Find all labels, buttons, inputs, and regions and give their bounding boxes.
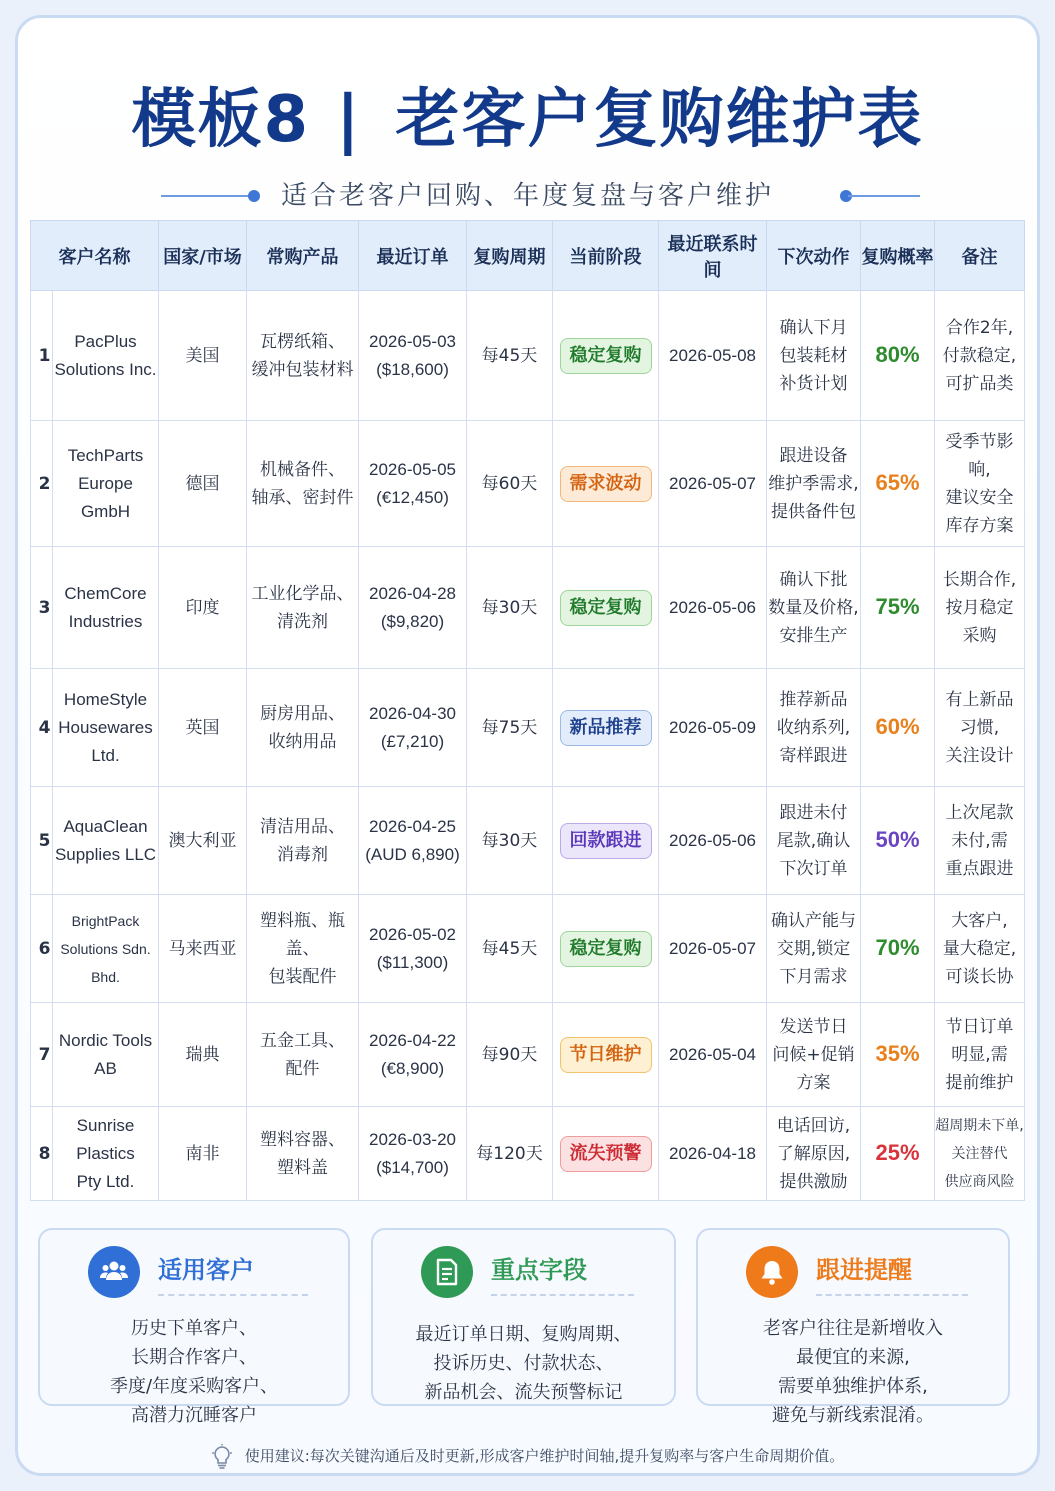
cell-line: 建议安全 [945,487,1014,508]
card-line: 长期合作客户、 [131,1347,257,1368]
cell-line: Supplies LLC [54,844,157,864]
table-row [31,421,1025,547]
note-cell [935,421,1025,547]
cell-line: 补货计划 [779,373,848,394]
country-cell: 印度 [159,547,247,669]
lightbulb-icon [211,1444,233,1470]
customer-name-cell [53,421,159,547]
cell-line: HomeStyle [63,689,148,709]
cell-line: 收纳用品 [268,731,337,752]
probability-value: 60% [875,713,920,739]
probability-value: 35% [875,1040,920,1066]
cell-line: 瓦楞纸箱、 [260,331,345,352]
cycle-cell: 每75天 [467,669,553,787]
product-cell [247,291,359,421]
card-title: 跟进提醒 [816,1256,912,1284]
cell-line: 有上新品 [945,689,1014,710]
last-contact-cell: 2026-05-04 [659,1003,767,1107]
stage-cell [553,669,659,787]
cell-line: 维护季需求, [768,473,859,494]
cell-line: 确认产能与 [771,910,856,931]
table-row [31,669,1025,787]
cell-line: (€12,450) [376,487,449,507]
product-cell [247,421,359,547]
title-template-number: 模板8 [131,83,311,157]
cell-line: 问候+促销 [772,1044,855,1065]
probability-cell [861,1003,935,1107]
cell-line: 数量及价格, [768,597,859,618]
next-action-cell [767,291,861,421]
customer-name-cell [53,787,159,895]
cell-line: (€8,900) [380,1058,445,1078]
cell-line: 长期合作, [942,569,1017,590]
cell-line: 库存方案 [945,515,1014,536]
cell-line: 收纳系列, [776,717,851,738]
stage-badge: 需求波动 [560,466,652,502]
row-number: 3 [31,547,53,669]
cell-line: TechParts [67,445,144,465]
users-icon [88,1246,140,1298]
column-header: 常购产品 [247,221,359,291]
product-cell [247,1107,359,1201]
last-contact-cell: 2026-05-06 [659,547,767,669]
cell-line: 2026-04-28 [369,583,456,603]
cell-line: 配件 [285,1058,320,1079]
cell-line: ChemCore [64,583,147,603]
cell-line: 厨房用品、 [260,703,345,724]
column-header: 复购周期 [467,221,553,291]
table-row [31,1107,1025,1201]
info-card [38,1228,350,1426]
cell-line: Housewares Ltd. [58,717,153,765]
cell-line: 发送节日 [779,1016,848,1037]
cell-line: 安排生产 [779,625,848,646]
card-body [40,1314,348,1430]
recent-order-cell [359,547,467,669]
cell-line: 电话回访, [776,1115,851,1136]
cell-line: 工业化学品、 [251,583,354,604]
table-row [31,547,1025,669]
note-cell [935,547,1025,669]
cell-line: 量大稳定, [942,938,1017,959]
cell-line: 2026-04-22 [369,1030,456,1050]
customer-table [30,220,1025,1201]
probability-cell [861,1107,935,1201]
cell-line: 机械备件、 [260,459,345,480]
next-action-cell [767,669,861,787]
card-title: 适用客户 [158,1256,254,1284]
table-row [31,291,1025,421]
stage-cell [553,787,659,895]
customer-name-cell [53,1107,159,1201]
stage-cell [553,1003,659,1107]
probability-cell [861,895,935,1003]
card-line: 老客户往往是新增收入 [763,1318,943,1339]
cell-line: 方案 [796,1072,831,1093]
cell-line: 缓冲包装材料 [251,359,354,380]
country-cell: 德国 [159,421,247,547]
recent-order-cell [359,669,467,787]
cell-line: 消毒剂 [277,844,328,865]
country-cell: 澳大利亚 [159,787,247,895]
cell-line: 下次订单 [779,858,848,879]
column-header: 备注 [935,221,1025,291]
cycle-cell: 每120天 [467,1107,553,1201]
cell-line: 2026-05-02 [369,924,456,944]
column-header: 最近联系时间 [659,221,767,291]
last-contact-cell: 2026-05-06 [659,787,767,895]
cell-line: 提供备件包 [771,501,856,522]
card-divider [816,1294,968,1296]
cell-line: 可谈长协 [945,966,1014,987]
probability-cell [861,669,935,787]
recent-order-cell [359,787,467,895]
cell-line: 提供激励 [779,1171,848,1192]
stage-cell [553,291,659,421]
row-number: 6 [31,895,53,1003]
table-row [31,1003,1025,1107]
last-contact-cell: 2026-04-18 [659,1107,767,1201]
note-cell [935,669,1025,787]
recent-order-cell [359,421,467,547]
cell-line: ($9,820) [380,611,445,631]
info-card [696,1228,1010,1426]
cell-line: 推荐新品 [779,689,848,710]
cell-line: Europe GmbH [78,473,133,521]
probability-cell [861,421,935,547]
column-header: 下次动作 [767,221,861,291]
cell-line: 供应商风险 [944,1173,1015,1190]
row-number: 8 [31,1107,53,1201]
cell-line: 2026-03-20 [369,1129,456,1149]
cell-line: PacPlus [74,331,137,351]
document-icon [421,1246,473,1298]
stage-cell [553,895,659,1003]
cell-line: 未付,需 [951,830,1008,851]
stage-badge: 回款跟进 [560,823,652,859]
row-number: 4 [31,669,53,787]
cell-line: 2026-04-25 [369,816,456,836]
table-row [31,787,1025,895]
card-divider [158,1294,308,1296]
cell-line: 节日订单 [945,1016,1014,1037]
cell-line: 上次尾款 [945,802,1014,823]
probability-value: 25% [875,1139,920,1165]
cell-line: 重点跟进 [945,858,1014,879]
cell-line: 付款稳定, [942,345,1017,366]
cell-line: Sunrise Plastics [76,1115,135,1163]
last-contact-cell: 2026-05-09 [659,669,767,787]
customer-name-cell [53,895,159,1003]
cell-line: 确认下月 [779,317,848,338]
cell-line: 超周期未下单, [935,1117,1024,1134]
next-action-cell [767,787,861,895]
cell-line: 2026-05-03 [369,331,456,351]
note-cell [935,787,1025,895]
next-action-cell [767,895,861,1003]
card-line: 最近订单日期、复购周期、 [415,1324,632,1345]
probability-cell [861,787,935,895]
cell-line: 包装耗材 [779,345,848,366]
cell-line: 明显,需 [951,1044,1008,1065]
card-line: 需要单独维护体系, [778,1376,928,1397]
cell-line: Nordic Tools AB [58,1030,153,1078]
customer-name-cell [53,669,159,787]
cell-line: 尾款,确认 [776,830,851,851]
card-body [373,1320,674,1407]
cell-line: 寄样跟进 [779,745,848,766]
cell-line: 清洁用品、 [260,816,345,837]
cycle-cell: 每30天 [467,547,553,669]
cell-line: 轴承、密封件 [251,487,354,508]
cell-line: Pty Ltd. [76,1171,135,1191]
cell-line: ($18,600) [376,359,449,379]
customer-name-cell [53,291,159,421]
card-line: 高潜力沉睡客户 [131,1405,257,1426]
cell-line: 提前维护 [945,1072,1014,1093]
country-cell: 美国 [159,291,247,421]
cell-line: 交期,锁定 [776,938,851,959]
card-title: 重点字段 [491,1256,587,1284]
card-line: 季度/年度采购客户、 [109,1376,279,1397]
card-body [698,1314,1008,1430]
row-number: 5 [31,787,53,895]
probability-value: 70% [875,934,920,960]
recent-order-cell [359,1003,467,1107]
cell-line: Solutions Sdn. Bhd. [60,940,151,985]
cell-line: Industries [68,611,143,631]
stage-cell [553,1107,659,1201]
info-card [371,1228,676,1406]
bell-icon [746,1246,798,1298]
recent-order-cell [359,291,467,421]
recent-order-cell [359,1107,467,1201]
next-action-cell [767,1107,861,1201]
subtitle-row [18,176,1037,216]
title-text: 老客户复购维护表 [395,83,924,157]
cell-line: 关注替代 [951,1145,1008,1162]
cell-line: 按月稳定 [945,597,1014,618]
row-number: 1 [31,291,53,421]
customer-name-cell [53,547,159,669]
cell-line: 了解原因, [776,1143,851,1164]
stage-badge: 新品推荐 [560,710,652,746]
note-cell [935,291,1025,421]
cell-line: 下月需求 [779,966,848,987]
cell-line: 2026-04-30 [369,703,456,723]
cycle-cell: 每45天 [467,291,553,421]
stage-badge: 稳定复购 [560,931,652,967]
country-cell: 南非 [159,1107,247,1201]
stage-badge: 稳定复购 [560,338,652,374]
right-decor-line [848,195,920,197]
note-cell [935,1107,1025,1201]
table-header-row [31,221,1025,291]
card-line: 最便宜的来源, [796,1347,910,1368]
row-number: 7 [31,1003,53,1107]
cell-line: 习惯, [959,717,1000,738]
tip-text: 使用建议:每次关键沟通后及时更新,形成客户维护时间轴,提升复购率与客户生命周期价值。 [244,1447,845,1465]
product-cell [247,547,359,669]
row-number: 2 [31,421,53,547]
cell-line: 确认下批 [779,569,848,590]
cycle-cell: 每30天 [467,787,553,895]
stage-cell [553,547,659,669]
probability-cell [861,547,935,669]
cycle-cell: 每90天 [467,1003,553,1107]
table-body [31,291,1025,1201]
cell-line: Solutions Inc. [54,359,157,379]
cell-line: 跟进设备 [779,445,848,466]
cell-line: 清洗剂 [277,611,328,632]
product-cell [247,669,359,787]
cell-line: 塑料容器、 [260,1129,345,1150]
card-divider [491,1294,634,1296]
card-line: 新品机会、流失预警标记 [424,1382,623,1403]
stage-cell [553,421,659,547]
probability-value: 75% [875,593,920,619]
next-action-cell [767,421,861,547]
column-header: 国家/市场 [159,221,247,291]
cell-line: 采购 [962,625,997,646]
country-cell: 瑞典 [159,1003,247,1107]
column-header: 当前阶段 [553,221,659,291]
cell-line: ($14,700) [376,1157,449,1177]
cell-line: ($11,300) [376,952,449,972]
last-contact-cell: 2026-05-07 [659,421,767,547]
probability-value: 80% [875,341,920,367]
next-action-cell [767,1003,861,1107]
stage-badge: 稳定复购 [560,590,652,626]
usage-tip [0,1441,1055,1471]
table-row [31,895,1025,1003]
column-header: 客户名称 [31,221,159,291]
card-line: 避免与新线索混淆。 [772,1405,934,1426]
cell-line: 五金工具、 [260,1030,345,1051]
product-cell [247,1003,359,1107]
country-cell: 英国 [159,669,247,787]
note-cell [935,1003,1025,1107]
column-header: 最近订单 [359,221,467,291]
note-cell [935,895,1025,1003]
last-contact-cell: 2026-05-08 [659,291,767,421]
title-separator: | [336,83,362,157]
page-title [18,80,1037,160]
cell-line: 塑料瓶、瓶盖、 [260,910,345,959]
last-contact-cell: 2026-05-07 [659,895,767,1003]
cycle-cell: 每60天 [467,421,553,547]
country-cell: 马来西亚 [159,895,247,1003]
cell-line: 包装配件 [268,966,337,987]
column-header: 复购概率 [861,221,935,291]
probability-value: 50% [875,826,920,852]
cell-line: 受季节影响, [945,431,1014,480]
card-line: 历史下单客户、 [131,1318,257,1339]
probability-value: 65% [875,469,920,495]
stage-badge: 节日维护 [560,1037,652,1073]
cell-line: 2026-05-05 [369,459,456,479]
product-cell [247,895,359,1003]
cell-line: BrightPack [71,912,140,929]
product-cell [247,787,359,895]
card-line: 投诉历史、付款状态、 [433,1353,614,1374]
cycle-cell: 每45天 [467,895,553,1003]
cell-line: 塑料盖 [277,1157,328,1178]
cell-line: (AUD 6,890) [365,844,460,864]
next-action-cell [767,547,861,669]
cell-line: 可扩品类 [945,373,1014,394]
cell-line: 大客户, [951,910,1008,931]
page-subtitle: 适合老客户回购、年度复盘与客户维护 [280,181,774,211]
cell-line: 合作2年, [945,317,1014,338]
cell-line: (£7,210) [380,731,445,751]
cell-line: 关注设计 [945,745,1014,766]
cell-line: AquaClean [63,816,148,836]
cell-line: 跟进未付 [779,802,848,823]
customer-name-cell [53,1003,159,1107]
stage-badge: 流失预警 [560,1136,652,1172]
probability-cell [861,291,935,421]
recent-order-cell [359,895,467,1003]
